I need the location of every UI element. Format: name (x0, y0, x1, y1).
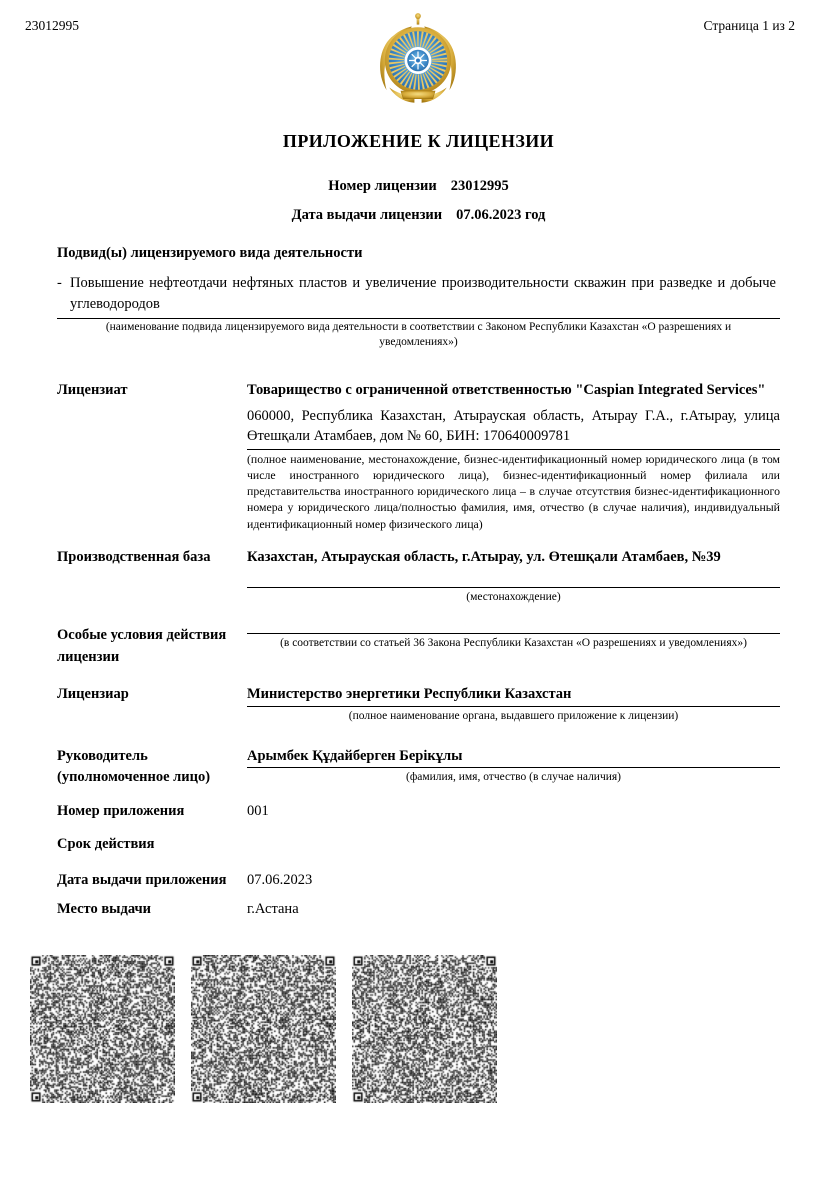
validity-value (247, 834, 780, 856)
license-date-value: 07.06.2023 год (456, 207, 546, 224)
subtype-section-heading: Подвид(ы) лицензируемого вида деятельности (57, 245, 363, 262)
issue-place-value: г.Астана (247, 901, 299, 918)
head-official-label: Руководитель (уполномоченное лицо) (57, 747, 211, 786)
appendix-number-value: 001 (247, 802, 269, 819)
qr-code-3 (352, 955, 497, 1103)
licensee-row (57, 380, 780, 532)
special-conditions-row (57, 625, 780, 668)
licensor-row (57, 684, 780, 724)
licensor-value: Министерство энергетики Республики Казахстан (247, 686, 572, 703)
head-official-value-column (247, 746, 780, 789)
blank-write-space (247, 625, 780, 633)
page-header (25, 18, 795, 34)
divider-line (247, 767, 780, 768)
license-number-line (57, 178, 780, 195)
divider-line (247, 587, 780, 588)
license-number-value: 23012995 (450, 178, 509, 195)
blank-write-space (247, 568, 780, 587)
special-conditions-caption: (в соответствии со статьей 36 Закона Республики Казахстан «О разрешениях и уведомлениях») (280, 637, 747, 650)
subtype-caption: (наименование подвида лицензируемого вида деятельности в соответствии с Законом Республики Казахстан «О разрешениях и уведомлениях») (105, 321, 732, 349)
validity-label: Срок действия (57, 836, 155, 853)
qr-code-1 (30, 955, 175, 1103)
production-base-label: Производственная база (57, 548, 211, 565)
qr-code-2 (191, 955, 336, 1103)
licensee-value-column (247, 380, 780, 532)
head-official-name: Арымбек Құдайберген Берікұлы (247, 747, 463, 764)
production-base-value: Казахстан, Атырауская область, г.Атырау, ул. Өтешқали Атамбаев, №39 (247, 548, 721, 565)
validity-row (57, 834, 780, 856)
production-base-value-column (247, 547, 780, 606)
appendix-issue-date-value: 07.06.2023 (247, 871, 313, 888)
licensee-caption: (полное наименование, местонахождение, бизнес-идентификационный номер юридического лица (в том числе иностранного юридического лица), бизнес-идентификационный номер филиала или представительства иностранного юридического лица – в случае отсутствия бизнес-идентификационного номера у юридического лица/полностью фамилия, имя, отчество (в случае наличия), индивидуальный идентификационный номер физического лица) (247, 451, 780, 531)
licensor-caption: (полное наименование органа, выдавшего приложение к лицензии) (348, 709, 679, 722)
licensor-label: Лицензиар (57, 686, 129, 703)
issue-place-row (57, 899, 780, 921)
license-date-label: Дата выдачи лицензии (291, 207, 443, 224)
bullet-dash: - (57, 275, 62, 292)
head-official-caption: (фамилия, имя, отчество (в случае наличия) (405, 771, 622, 784)
divider-line (57, 318, 780, 319)
divider-line (247, 633, 780, 634)
production-base-caption: (местонахождение) (466, 591, 561, 604)
header-page-indicator: Страница 1 из 2 (703, 18, 795, 33)
appendix-issue-date-label: Дата выдачи приложения (57, 871, 227, 888)
appendix-issue-date-row (57, 870, 780, 892)
licensee-name: Товарищество с ограниченной ответственностью "Caspian Integrated Services" (247, 382, 766, 399)
licensee-address: 060000, Республика Казахстан, Атырауская область, Атырау Г.А., г.Атырау, улица Өтешқали Атамбаев, дом № 60, БИН: 170640009781 (247, 407, 780, 445)
subtype-list-item (57, 273, 780, 315)
page-title: ПРИЛОЖЕНИЕ К ЛИЦЕНЗИИ (282, 131, 555, 152)
head-official-row (57, 746, 780, 789)
qr-code-strip (30, 955, 780, 1103)
licensee-label: Лицензиат (57, 382, 128, 399)
production-base-row (57, 547, 780, 606)
subtype-item-text: Повышение нефтеотдачи нефтяных пластов и увеличение производительности скважин при разведке и добыче углеводородов (70, 275, 776, 313)
divider-line (247, 706, 780, 707)
issue-place-label: Место выдачи (57, 901, 152, 918)
appendix-number-label: Номер приложения (57, 802, 185, 819)
special-conditions-value-column (247, 625, 780, 668)
header-doc-number: 23012995 (25, 18, 79, 33)
divider-line (247, 449, 780, 450)
license-number-label: Номер лицензии (328, 178, 437, 195)
license-date-line (57, 207, 780, 224)
licensor-value-column (247, 684, 780, 724)
special-conditions-label: Особые условия действия лицензии (57, 627, 227, 665)
appendix-number-row (57, 801, 780, 823)
